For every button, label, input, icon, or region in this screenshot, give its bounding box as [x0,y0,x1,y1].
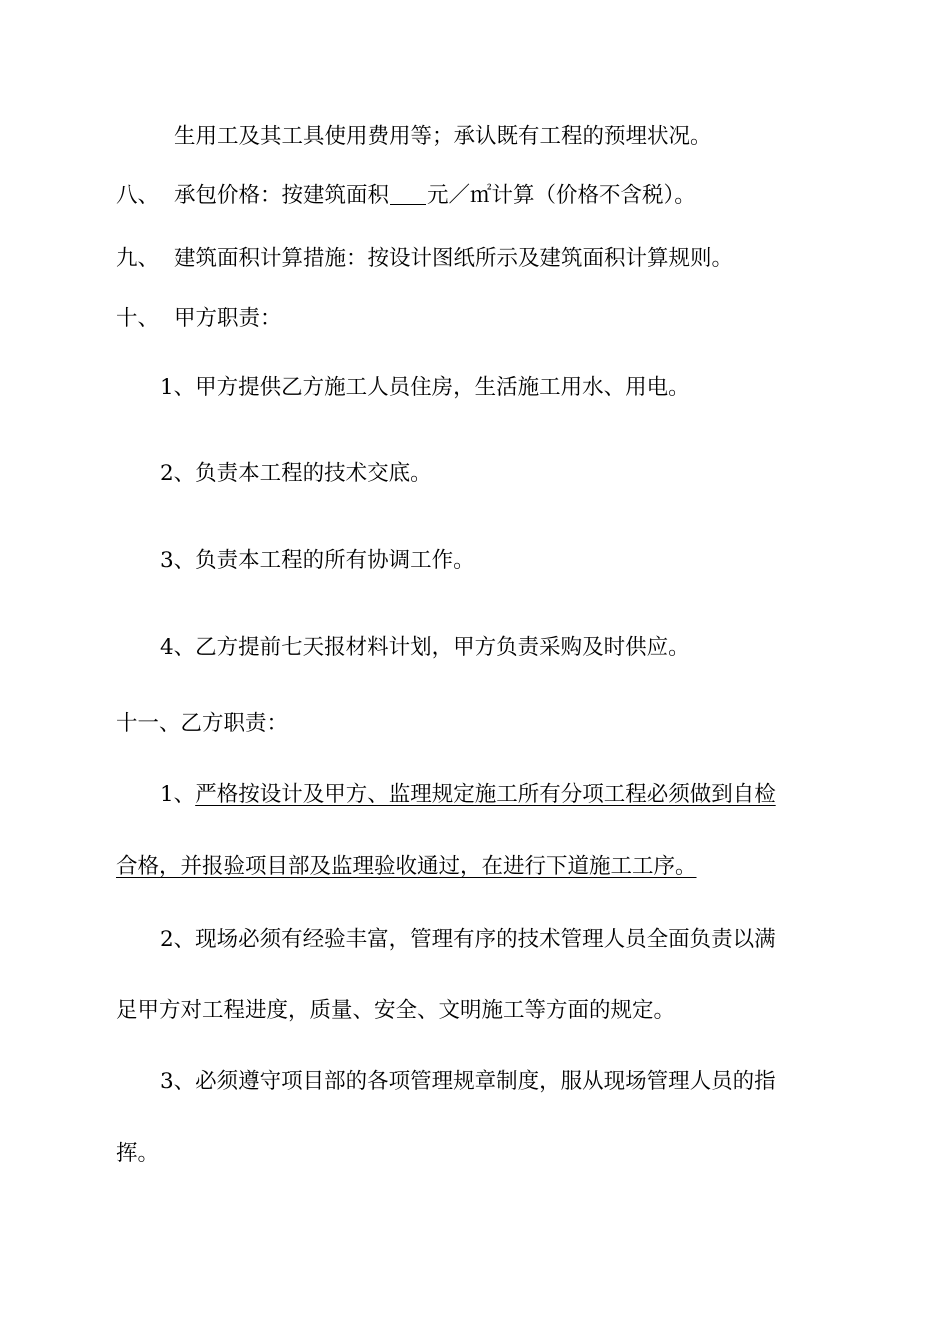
underlined-text: 合格，并报验项目部及监理验收通过，在进行下道施工工序。 [116,854,697,879]
clause-number: 九、 [116,246,160,271]
item-eleven-3-line-1 [160,1067,776,1097]
clause-ten [116,304,282,334]
item-eleven-1-line-2 [116,852,697,882]
item-eleven-2-line-1 [160,925,776,955]
clause-eleven [116,709,288,739]
clause-number: 十、 [116,306,160,331]
item-text: 2、现场必须有经验丰富，管理有序的技术管理人员全面负责以满 [160,927,776,952]
price-blank-field [390,182,426,205]
clause-heading: 十一、乙方职责： [116,711,289,736]
clause-eight [116,181,696,211]
item-text: 足甲方对工程进度，质量、安全、文明施工等方面的规定。 [116,998,676,1023]
item-text: 1、甲方提供乙方施工人员住房，生活施工用水、用电。 [160,375,690,400]
paragraph-text: 生用工及其工具使用费用等；承认既有工程的预埋状况。 [174,124,712,149]
underlined-text: 严格按设计及甲方、监理规定施工所有分项工程必须做到自检 [195,782,776,807]
clause-number: 八、 [116,183,160,208]
clause-text: 甲方职责： [174,306,282,331]
item-ten-1 [160,373,690,403]
item-eleven-3-line-2 [116,1139,159,1169]
item-eleven-1-line-1 [160,780,776,810]
text-line-1 [174,122,712,152]
item-eleven-2-line-2 [116,996,675,1026]
item-text: 4、乙方提前七天报材料计划，甲方负责采购及时供应。 [160,635,690,660]
item-ten-2 [160,459,432,489]
item-text: 2、负责本工程的技术交底。 [160,461,432,486]
item-text: 3、负责本工程的所有协调工作。 [160,548,475,573]
clause-text-part-2: 元／㎡计算（价格不含税）。 [427,183,696,208]
item-text: 挥。 [116,1141,160,1166]
item-ten-3 [160,546,475,576]
item-text: 3、必须遵守项目部的各项管理规章制度，服从现场管理人员的指 [160,1069,776,1094]
item-number: 1、 [160,782,196,807]
clause-text-part-1: 承包价格：按建筑面积 [174,183,390,208]
clause-text: 建筑面积计算措施：按设计图纸所示及建筑面积计算规则。 [174,246,734,271]
item-ten-4 [160,633,690,663]
clause-nine [116,244,733,274]
